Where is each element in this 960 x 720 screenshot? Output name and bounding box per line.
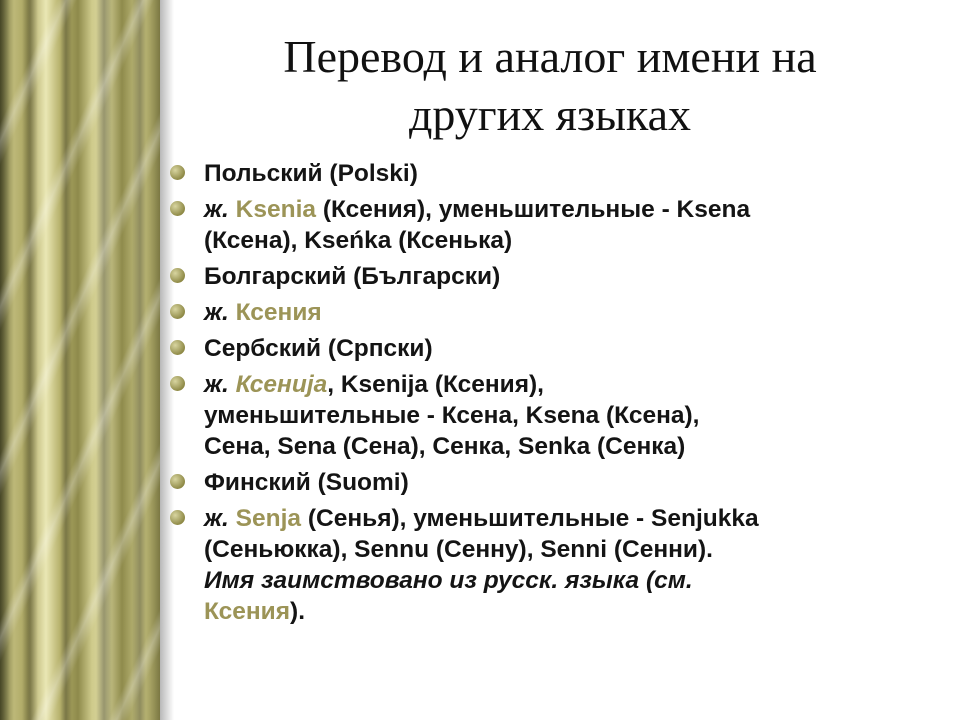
item-text: Сербский (Српски) — [204, 335, 433, 362]
item-text: (Сенья), уменьшительные - Senjukka — [301, 505, 759, 532]
bullet-icon — [170, 201, 185, 216]
list-item-bulgarian-detail — [168, 297, 948, 328]
gender-prefix: ж. — [204, 299, 229, 326]
bullet-icon — [170, 268, 185, 283]
title-line-1: Перевод и аналог имени на — [283, 31, 817, 82]
note-end: ). — [290, 598, 306, 625]
list-item-finnish — [168, 467, 948, 498]
note-link[interactable]: Ксения — [204, 598, 291, 625]
item-text: (Ксения), уменьшительные - Ksena — [316, 196, 751, 223]
name-link[interactable]: Ксениjа — [235, 371, 328, 398]
item-text: (Сеньюкка), Sennu (Сенну), Senni (Сенни). — [204, 536, 713, 563]
bullet-icon — [170, 510, 185, 525]
name-link[interactable]: Ksenia — [235, 196, 317, 223]
name-link[interactable]: Ксения — [235, 299, 322, 326]
bullet-icon — [170, 474, 185, 489]
bullet-icon — [170, 165, 185, 180]
list-item-bulgarian — [168, 261, 948, 292]
bullet-list — [168, 158, 948, 632]
gender-prefix: ж. — [204, 371, 229, 398]
bullet-icon — [170, 376, 185, 391]
bullet-icon — [170, 304, 185, 319]
bullet-icon — [170, 340, 185, 355]
gender-prefix: ж. — [204, 505, 229, 532]
list-item-polish — [168, 158, 948, 189]
list-item-finnish-detail — [168, 503, 948, 627]
pillar-sheen — [0, 0, 160, 720]
note-text: Имя заимствовано из русск. языка (см. — [204, 567, 693, 594]
item-text: уменьшительные - Ксена, Ksena (Ксена), — [204, 402, 700, 429]
slide-title — [180, 28, 920, 144]
list-item-serbian — [168, 333, 948, 364]
item-text: Финский (Suomi) — [204, 469, 409, 496]
name-link[interactable]: Senja — [235, 505, 302, 532]
item-text: (Ксена), Kseńka (Ксенька) — [204, 227, 513, 254]
list-item-serbian-detail — [168, 369, 948, 462]
item-text: Сена, Sena (Сена), Сенка, Senka (Сенка) — [204, 433, 686, 460]
item-text: Польский (Polski) — [204, 160, 418, 187]
title-line-2: других языках — [408, 89, 692, 140]
gender-prefix: ж. — [204, 196, 229, 223]
item-text: Болгарский (Български) — [204, 263, 501, 290]
item-text: , Ksenija (Ксения), — [327, 371, 544, 398]
list-item-polish-detail — [168, 194, 948, 256]
